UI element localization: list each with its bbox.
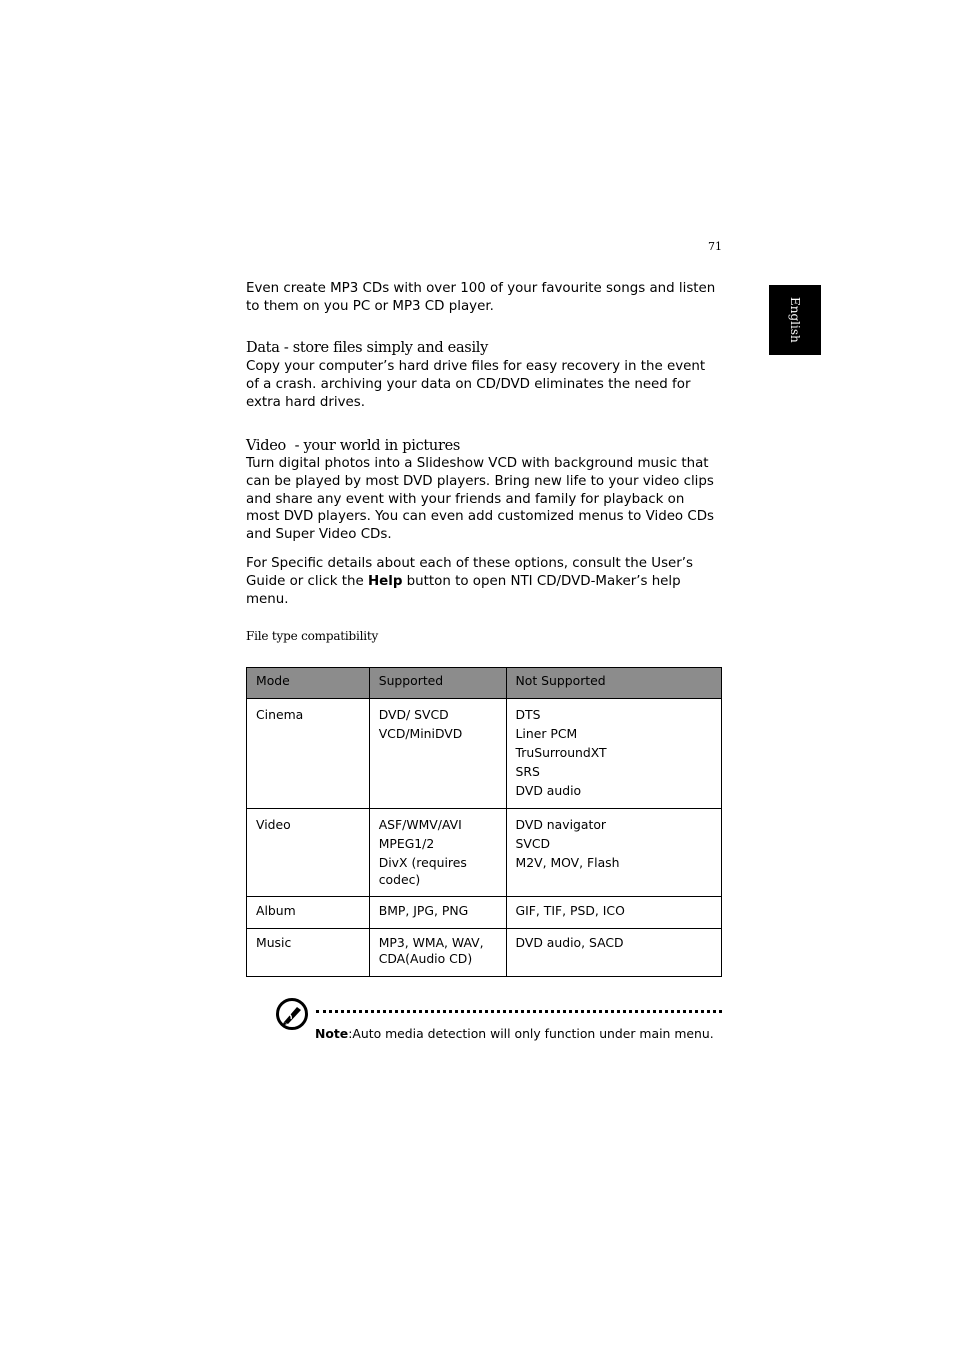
- mode-label: Music: [256, 935, 292, 950]
- not-supported-item: GIF, TIF, PSD, ICO: [515, 903, 625, 918]
- section-heading-data: Data - store files simply and easily: [246, 340, 489, 356]
- supported-item: codec): [378, 872, 421, 887]
- cell-not-supported: [506, 929, 721, 977]
- table-row: [247, 809, 722, 897]
- supported-item: MP3, WMA, WAV,: [378, 935, 484, 950]
- file-type-compatibility-table: [246, 667, 722, 977]
- table-row: [247, 897, 722, 929]
- header-mode: Mode: [247, 668, 370, 699]
- not-supported-item: TruSurroundXT: [515, 745, 607, 760]
- cell-mode: [247, 897, 370, 929]
- not-supported-item: DVD audio, SACD: [515, 935, 624, 950]
- supported-item: DVD/ SVCD: [378, 707, 449, 722]
- section-body-data: Copy your computer’s hard drive files for easy recovery in the event of a crash. archiving your data on CD/DVD eliminates the need for extra hard drives.: [246, 359, 706, 410]
- note-pen-icon: [275, 997, 309, 1031]
- table-row: [247, 929, 722, 977]
- table-header-row: [247, 668, 722, 699]
- supported-item: ASF/WMV/AVI: [378, 817, 462, 832]
- mode-label: Video: [256, 817, 291, 832]
- supported-item: CDA(Audio CD): [378, 951, 473, 966]
- cell-mode: [247, 809, 370, 897]
- not-supported-item: DTS: [515, 707, 541, 722]
- cell-not-supported: [506, 897, 721, 929]
- header-not-supported: Not Supported: [506, 668, 721, 699]
- not-supported-item: DVD navigator: [515, 817, 607, 832]
- note-text: [315, 1026, 714, 1041]
- cell-supported: [369, 929, 506, 977]
- details-paragraph: [246, 555, 722, 608]
- header-supported: Supported: [369, 668, 506, 699]
- mode-label: Cinema: [256, 707, 304, 722]
- supported-item: VCD/MiniDVD: [378, 726, 463, 741]
- help-button-reference: Help: [367, 573, 403, 589]
- note-body: :Auto media detection will only function under main menu.: [348, 1026, 714, 1041]
- cell-not-supported: [506, 809, 721, 897]
- details-text-after: button to open NTI CD/DVD-Maker’s help menu.: [246, 573, 681, 607]
- details-paragraph-block: [246, 555, 722, 608]
- table-caption: File type compatibility: [246, 629, 379, 643]
- section-data: [246, 340, 722, 411]
- not-supported-item: M2V, MOV, Flash: [515, 855, 620, 870]
- cell-supported: [369, 809, 506, 897]
- cell-supported: [369, 897, 506, 929]
- not-supported-item: DVD audio: [515, 783, 582, 798]
- section-heading-video: Video - your world in pictures: [246, 438, 461, 454]
- mode-label: Album: [256, 903, 296, 918]
- language-tab-label: English: [788, 297, 802, 343]
- details-text-before: For Specific details about each of these options, consult the User’s Guide or click the: [246, 556, 694, 589]
- intro-paragraph-block: [246, 280, 722, 316]
- not-supported-item: SRS: [515, 764, 540, 779]
- supported-item: DivX (requires: [378, 855, 467, 870]
- cell-supported: [369, 699, 506, 809]
- supported-item: MPEG1/2: [378, 836, 435, 851]
- section-body-video: Turn digital photos into a Slideshow VCD with background music that can be played by most DVD players. Bring new life to your video clips and share any event with your friends and family for playback on most DVD players. You can even add customized menus to Video CDs and Super Video CDs.: [246, 456, 715, 543]
- section-video: [246, 438, 722, 544]
- note-label: Note: [315, 1026, 349, 1041]
- not-supported-item: Liner PCM: [515, 726, 578, 741]
- page-number: 71: [708, 240, 722, 253]
- cell-not-supported: [506, 699, 721, 809]
- intro-paragraph: Even create MP3 CDs with over 100 of your favourite songs and listen to them on you PC or MP3 CD player.: [246, 281, 716, 314]
- cell-mode: [247, 699, 370, 809]
- cell-mode: [247, 929, 370, 977]
- not-supported-item: SVCD: [515, 836, 551, 851]
- note-dotted-rule: [316, 1010, 722, 1013]
- table-row: [247, 699, 722, 809]
- language-tab: [769, 285, 821, 355]
- supported-item: BMP, JPG, PNG: [378, 903, 469, 918]
